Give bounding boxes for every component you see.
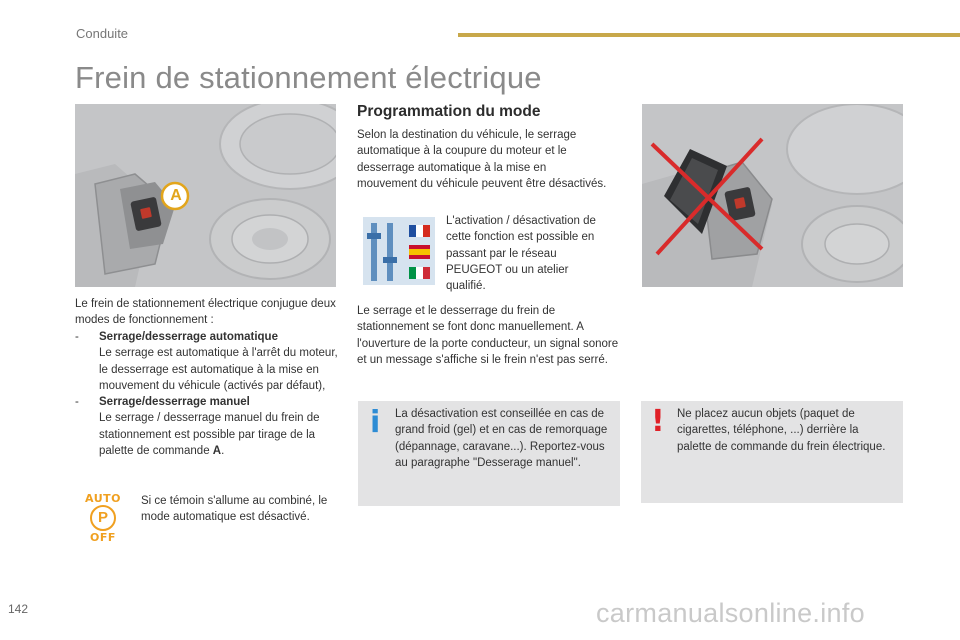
off-label: OFF bbox=[90, 531, 116, 544]
mode-text-manual-bold: A bbox=[212, 445, 222, 458]
list-item bbox=[75, 329, 343, 394]
mode-heading-manual: Serrage/desserrage manuel bbox=[99, 396, 250, 409]
page-number: 142 bbox=[8, 602, 29, 616]
modes-list bbox=[75, 329, 343, 459]
info-icon: i bbox=[370, 405, 381, 440]
callout-label-a: A bbox=[170, 187, 182, 204]
mode-text-manual-end: . bbox=[221, 445, 225, 458]
paddle-obstruction-photo bbox=[642, 104, 903, 287]
header-accent-bar bbox=[458, 33, 960, 37]
list-dash: - bbox=[75, 396, 79, 409]
mode-paragraph: Selon la destination du véhicule, le serrage automatique à la coupure du moteur et le desserrage automatique à la mise en mouvement du véhicule peuvent être désactivés. bbox=[357, 129, 607, 190]
diagnostic-tool-flags-icon bbox=[363, 217, 435, 285]
list-item bbox=[75, 394, 343, 459]
activation-note: L'activation / désactivation de cette fonction est possible en passant par le réseau PEUGEOT ou un atelier qualifié. bbox=[446, 215, 596, 293]
section-label: Conduite bbox=[76, 26, 129, 41]
obstruction-illustration bbox=[642, 104, 903, 287]
warning-icon: ! bbox=[651, 404, 665, 439]
watermark: carmanualsonline.info bbox=[596, 598, 865, 628]
auto-off-note: Si ce témoin s'allume au combiné, le mode automatique est désactivé. bbox=[141, 495, 328, 524]
intro-paragraph: Le frein de stationnement électrique conjugue deux modes de fonctionnement : bbox=[75, 298, 336, 327]
warning-text: Ne placez aucun objets (paquet de cigarettes, téléphone, ...) derrière la palette de commande du frein électrique. bbox=[677, 408, 886, 453]
mode-text-manual: Le serrage / desserrage manuel du frein de stationnement est possible par tirage de la palette de commande bbox=[99, 412, 320, 458]
parking-p-circle: P bbox=[90, 505, 116, 531]
auto-off-parking-icon bbox=[80, 492, 126, 542]
parking-brake-illustration bbox=[75, 104, 336, 287]
mode-text-automatic: Le serrage est automatique à l'arrêt du moteur, le desserrage est automatique à la mise en mouvement du véhicule (activés par défaut), bbox=[99, 347, 338, 392]
list-dash: - bbox=[75, 331, 79, 343]
mode-heading-automatic: Serrage/desserrage automatique bbox=[99, 331, 278, 343]
page-title: Frein de stationnement électrique bbox=[75, 60, 542, 95]
auto-label: AUTO bbox=[85, 492, 121, 505]
parking-brake-switch-photo bbox=[75, 104, 336, 287]
info-text: La désactivation est conseillée en cas de grand froid (gel) et en cas de remorquage (dépannage, caravane...). Reportez-vous au paragraphe "Desserage manuel". bbox=[395, 408, 608, 469]
manual-paragraph: Le serrage et le desserrage du frein de stationnement se font donc manuellement. A l'ouverture de la porte conducteur, un signal sonore et un message s'affiche si le frein n'est pas serré. bbox=[357, 305, 619, 366]
section-heading: Programmation du mode bbox=[357, 103, 541, 120]
